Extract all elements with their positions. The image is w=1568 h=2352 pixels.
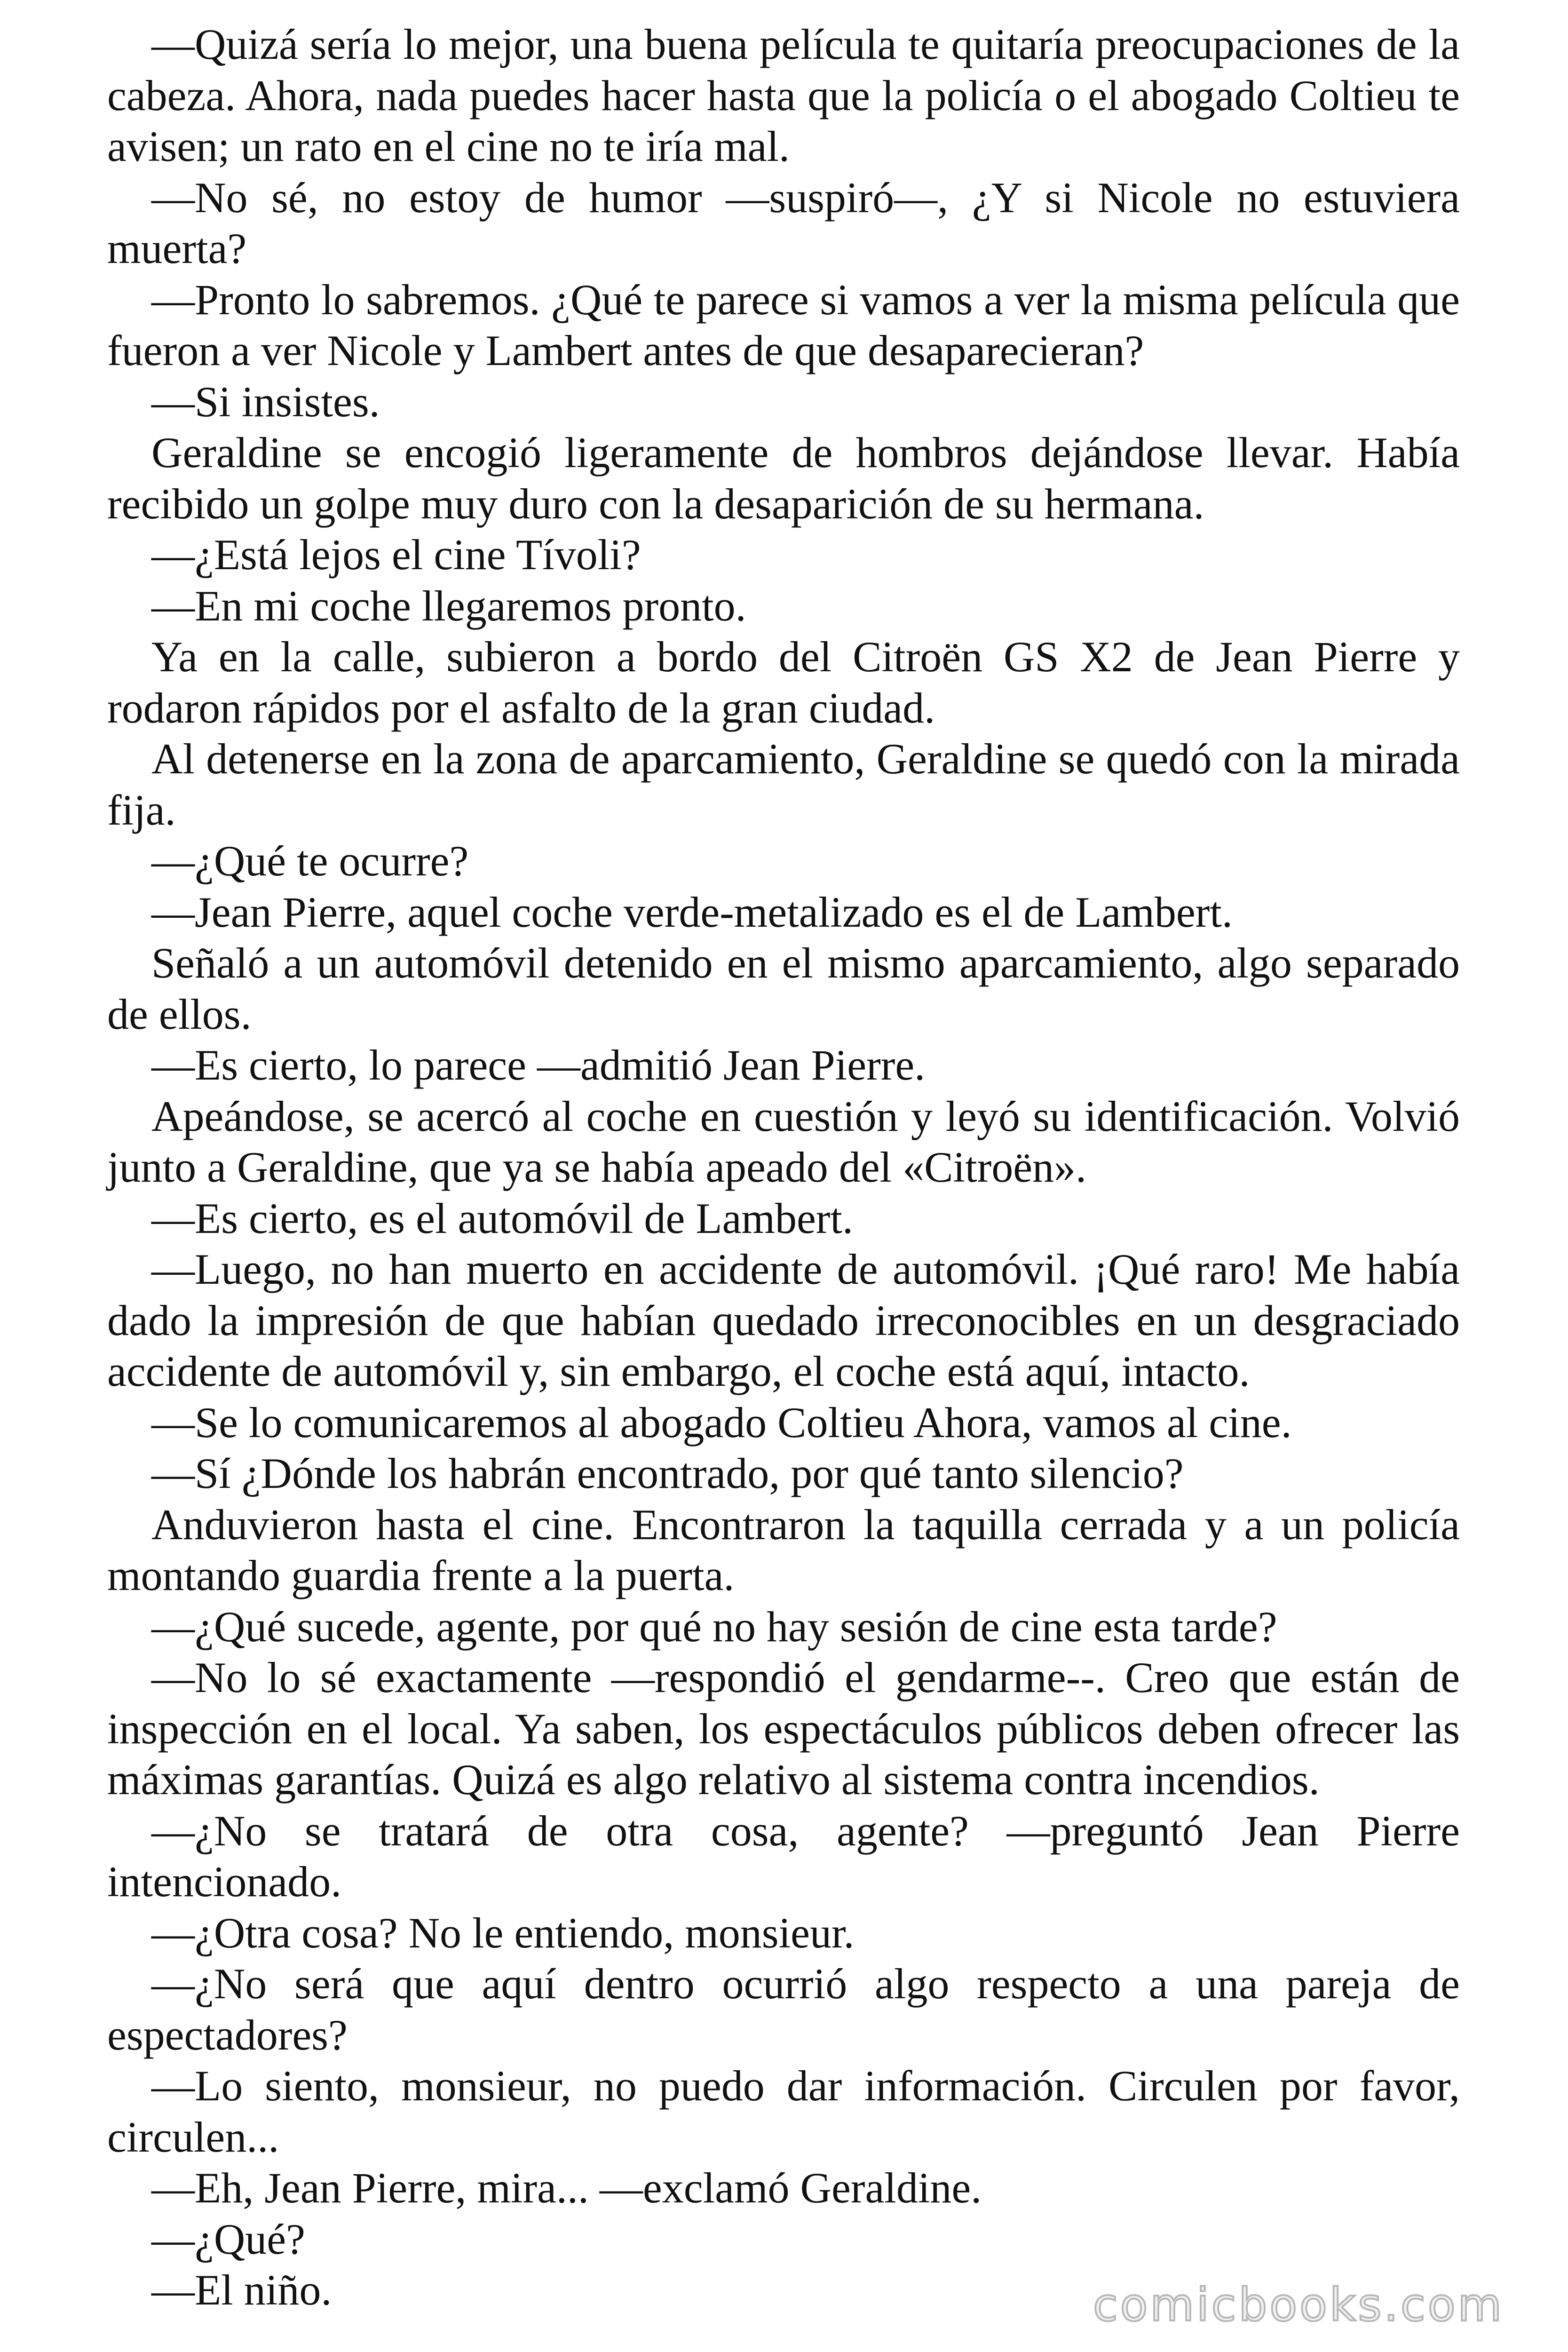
paragraph: —Luego, no han muerto en accidente de automóvil. ¡Qué raro! Me había dado la impresión de que habían quedado irreconocibles en un desgraciado accidente de automóvil y, sin embargo, el coche está aquí, intacto. — [107, 1245, 1460, 1395]
paragraph: —Se lo comunicaremos al abogado Coltieu Ahora, vamos al cine. — [151, 1398, 1292, 1446]
paragraph: —¿Otra cosa? No le entiendo, monsieur. — [151, 1908, 855, 1957]
paragraph: —No lo sé exactamente —respondió el gendarme--. Creo que están de inspección en el local. Ya saben, los espectáculos públicos deben ofrecer las máximas garantías. Quizá es algo relativo al sistema contra incendios. — [107, 1653, 1460, 1804]
paragraph: —Jean Pierre, aquel coche verde-metalizado es el de Lambert. — [151, 888, 1233, 936]
paragraph: Geraldine se encogió ligeramente de hombros dejándose llevar. Había recibido un golpe muy duro con la desaparición de su hermana. — [107, 429, 1460, 528]
paragraph: Anduvieron hasta el cine. Encontraron la taquilla cerrada y a un policía montando guardia frente a la puerta. — [107, 1500, 1460, 1599]
paragraph: —¿Qué te ocurre? — [151, 837, 469, 885]
paragraph: —El niño. — [151, 2266, 332, 2314]
paragraph: —¿No se tratará de otra cosa, agente? —preguntó Jean Pierre intencionado. — [107, 1806, 1460, 1906]
paragraph: —Sí ¿Dónde los habrán encontrado, por qué tanto silencio? — [151, 1449, 1184, 1497]
paragraph: —Lo siento, monsieur, no puedo dar información. Circulen por favor, circulen... — [107, 2062, 1460, 2161]
paragraph: —Es cierto, es el automóvil de Lambert. — [151, 1194, 853, 1242]
paragraph: Apeándose, se acercó al coche en cuestión y leyó su identificación. Volvió junto a Geraldine, que ya se había apeado del «Citroën». — [107, 1092, 1460, 1191]
paragraph: —Pronto lo sabremos. ¿Qué te parece si vamos a ver la misma película que fueron a ver Nicole y Lambert antes de que desaparecieran? — [107, 275, 1460, 374]
paragraph: —Quizá sería lo mejor, una buena película te quitaría preocupaciones de la cabeza. Ahora, nada puedes hacer hasta que la policía o el abogado Coltieu te avisen; un rato en el cine no te iría mal. — [107, 20, 1460, 170]
paragraph: Al detenerse en la zona de aparcamiento, Geraldine se quedó con la mirada fija. — [107, 735, 1460, 834]
paragraph: —Es cierto, lo parece —admitió Jean Pierre. — [151, 1041, 926, 1089]
paragraph: —Eh, Jean Pierre, mira... —exclamó Geraldine. — [151, 2164, 982, 2212]
paragraph: —No sé, no estoy de humor —suspiró—, ¿Y si Nicole no estuviera muerta? — [107, 173, 1460, 272]
paragraph: Ya en la calle, subieron a bordo del Citroën GS X2 de Jean Pierre y rodaron rápidos por el asfalto de la gran ciudad. — [107, 633, 1460, 732]
paragraph: —¿Está lejos el cine Tívoli? — [151, 531, 641, 579]
paragraph: Señaló a un automóvil detenido en el mismo aparcamiento, algo separado de ellos. — [107, 939, 1460, 1038]
paragraph: —¿Qué? — [151, 2215, 305, 2263]
paragraph: —¿Qué sucede, agente, por qué no hay sesión de cine esta tarde? — [151, 1602, 1277, 1651]
book-page — [107, 19, 1460, 2316]
paragraph: —En mi coche llegaremos pronto. — [151, 581, 746, 630]
paragraph: —¿No será que aquí dentro ocurrió algo respecto a una pareja de espectadores? — [107, 1960, 1460, 2059]
watermark: comicbooks.com — [1093, 2279, 1504, 2331]
paragraph: —Si insistes. — [151, 377, 380, 426]
